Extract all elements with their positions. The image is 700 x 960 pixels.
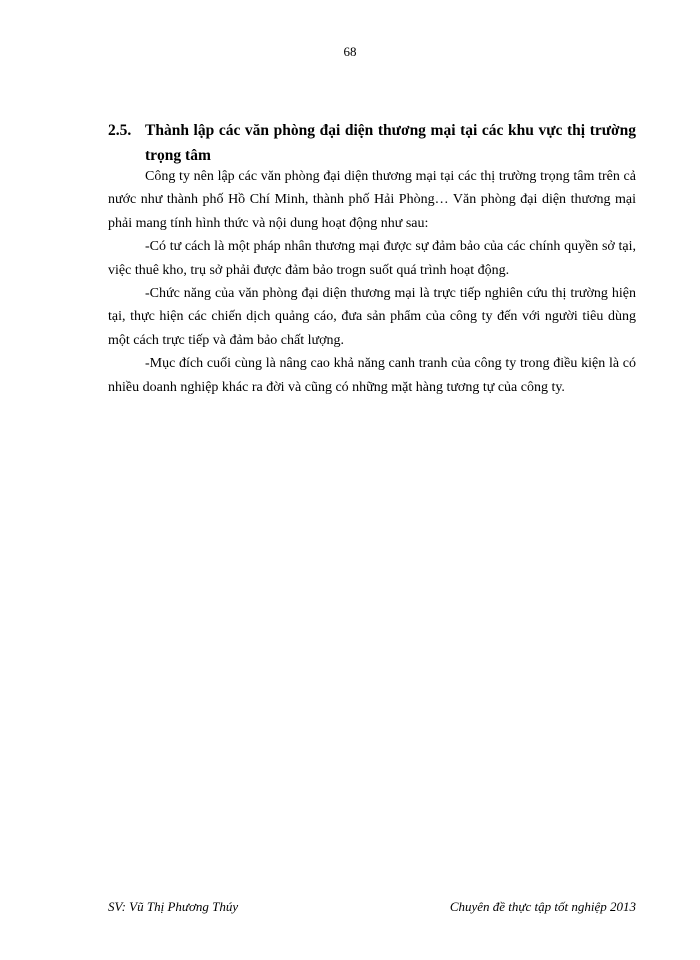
footer-student-name: SV: Vũ Thị Phương Thúy [108, 899, 239, 914]
page-number: 68 [343, 44, 357, 59]
paragraph-function: -Chức năng của văn phòng đại diện thương mại là trực tiếp nghiên cứu thị trường hiện tại, thực hiện các chiến dịch quảng cáo, đưa sản phẩm của công ty đến với người tiêu dùng một cách trực tiếp và đảm bảo chất lượng. [108, 286, 636, 348]
paragraph-intro: Công ty nên lập các văn phòng đại diện thương mại tại các thị trường trọng tâm trên cả nước như thành phố Hồ Chí Minh, thành phố Hải Phòng… Văn phòng đại diện thương mại phải mang tính hình thức và nội dung hoạt động như sau: [108, 169, 636, 231]
section-number: 2.5. [108, 122, 132, 139]
paragraph-purpose: -Mục đích cuối cùng là nâng cao khả năng canh tranh của công ty trong điều kiện là có nhiều doanh nghiệp khác ra đời và cũng có những mặt hàng tương tự của công ty. [108, 356, 636, 395]
section-title: Thành lập các văn phòng đại diện thương mại tại các khu vực thị trường trọng tâm [145, 122, 636, 164]
footer-report-title: Chuyên đề thực tập tốt nghiệp 2013 [449, 899, 636, 914]
paragraph-legal-entity: -Có tư cách là một pháp nhân thương mại được sự đảm bảo của các chính quyền sở tại, việc thuê kho, trụ sở phải được đảm bảo trogn suốt quá trình hoạt động. [108, 239, 636, 278]
section-body [108, 165, 636, 399]
section-heading [108, 118, 636, 168]
